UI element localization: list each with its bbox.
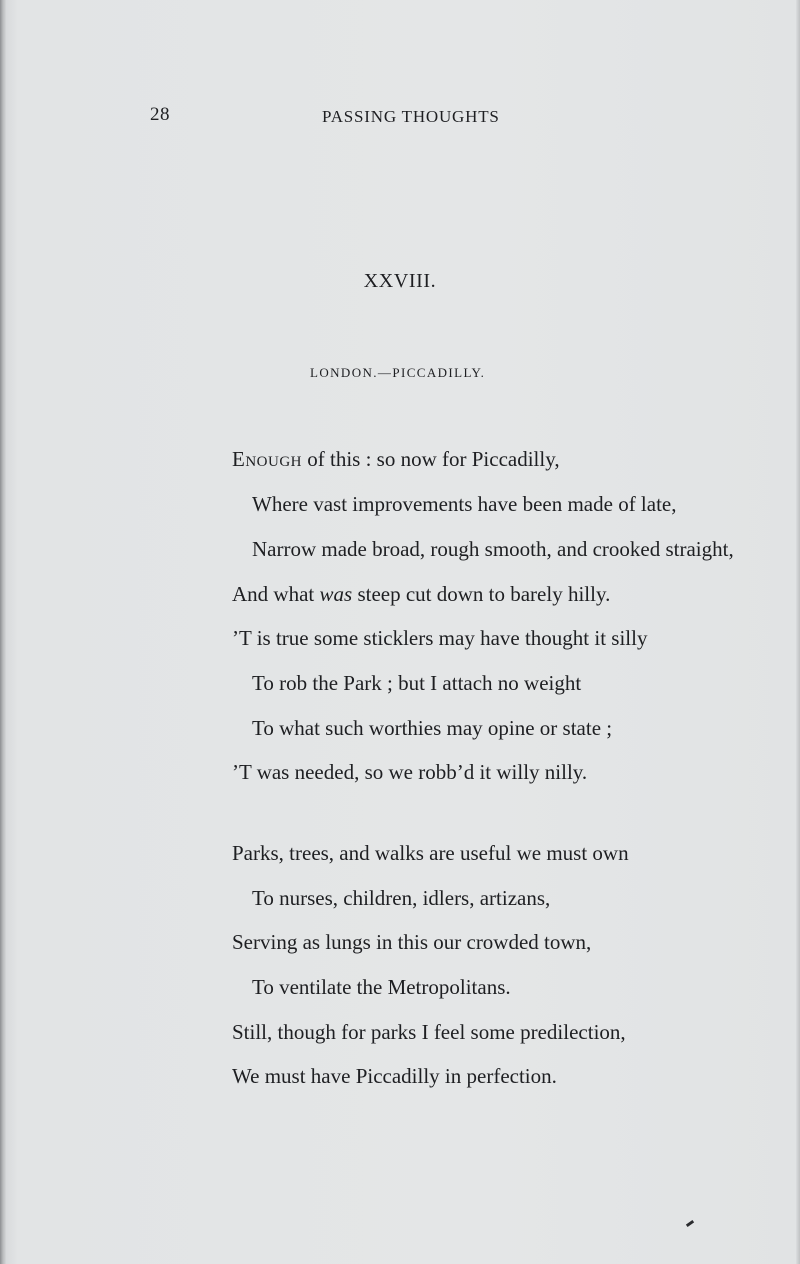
poem-line-1-7: To what such worthies may opine or state ; — [252, 716, 613, 740]
page-gutter-edge — [0, 0, 6, 1264]
poem-line-2-6: We must have Piccadilly in perfection. — [232, 1064, 557, 1088]
poem-line-1-8: ’T was needed, so we robb’d it willy nilly. — [232, 760, 588, 784]
poem-line-1-1 — [232, 447, 560, 471]
line-text: of this : so now for Piccadilly, — [302, 447, 560, 471]
poem-line-1-3: Narrow made broad, rough smooth, and crooked straight, — [252, 537, 734, 561]
poem-line-1-5: ’T is true some sticklers may have thought it silly — [232, 626, 648, 650]
ink-speck — [686, 1220, 694, 1227]
page-number: 28 — [150, 104, 170, 125]
page-right-edge — [796, 0, 800, 1264]
line-text: And what — [232, 582, 320, 606]
poem-line-2-4: To ventilate the Metropolitans. — [252, 975, 511, 999]
running-title: PASSING THOUGHTS — [322, 107, 500, 126]
poem-line-1-6: To rob the Park ; but I attach no weight — [252, 671, 582, 695]
section-title: LONDON.—PICCADILLY. — [310, 365, 486, 380]
poem-line-2-5: Still, though for parks I feel some predilection, — [232, 1020, 626, 1044]
poem-line-2-3: Serving as lungs in this our crowded town, — [232, 930, 592, 954]
line-text: steep cut down to barely hilly. — [352, 582, 611, 606]
drop-word: Enough — [232, 447, 302, 471]
section-number: XXVIII. — [363, 270, 437, 292]
poem-line-1-2: Where vast improvements have been made of late, — [252, 492, 677, 516]
poem-line-1-4 — [232, 582, 610, 606]
italic-word: was — [319, 582, 353, 606]
poem-line-2-2: To nurses, children, idlers, artizans, — [252, 886, 551, 910]
poem-line-2-1: Parks, trees, and walks are useful we must own — [232, 841, 629, 865]
